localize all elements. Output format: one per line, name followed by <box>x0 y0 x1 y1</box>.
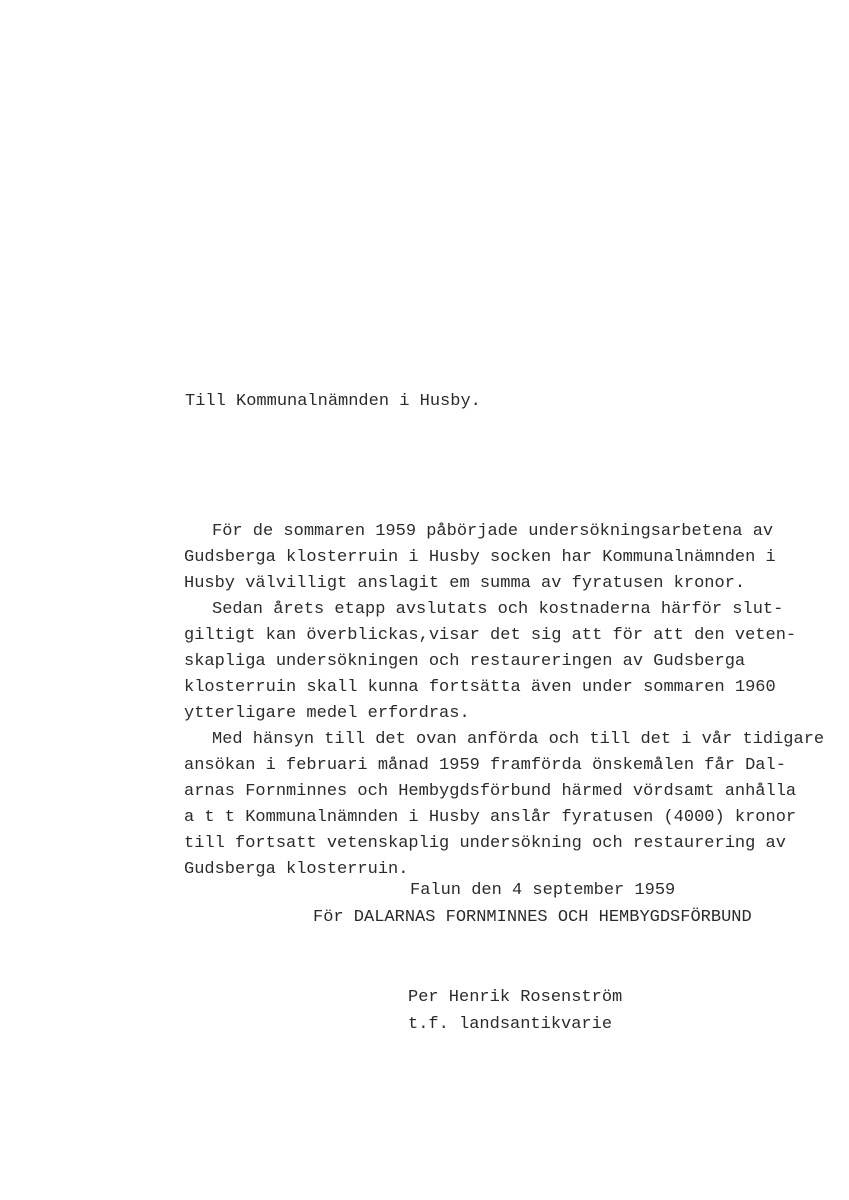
paragraph-3-line-1: Med hänsyn till det ovan anförda och till det i vår tidigare <box>212 730 825 749</box>
paragraph-1-line-1: För de sommaren 1959 påbörjade undersökningsarbetena av <box>212 522 774 541</box>
organization-line: För DALARNAS FORNMINNES OCH HEMBYGDSFÖRBUND <box>313 908 752 927</box>
paragraph-3-line-5: till fortsatt vetenskaplig undersökning och restaurering av <box>184 834 786 853</box>
paragraph-3-line-2: ansökan i februari månad 1959 framförda önskemålen får Dal- <box>184 756 786 775</box>
salutation: Till Kommunalnämnden i Husby. <box>185 392 481 411</box>
paragraph-2-line-1: Sedan årets etapp avslutats och kostnaderna härför slut- <box>212 600 784 619</box>
paragraph-2-line-4: klosterruin skall kunna fortsätta även under sommaren 1960 <box>184 678 776 697</box>
paragraph-3-line-4: a t t Kommunalnämnden i Husby anslår fyratusen (4000) kronor <box>184 808 797 827</box>
place-date: Falun den 4 september 1959 <box>410 881 676 900</box>
paragraph-3-line-6: Gudsberga klosterruin. <box>184 860 409 879</box>
paragraph-2-line-5: ytterligare medel erfordras. <box>184 704 470 723</box>
paragraph-2-line-2: giltigt kan överblickas,visar det sig att för att den veten- <box>184 626 797 645</box>
paragraph-3-line-3: arnas Fornminnes och Hembygdsförbund härmed vördsamt anhålla <box>184 782 797 801</box>
signatory-name: Per Henrik Rosenström <box>408 988 623 1007</box>
paragraph-2-line-3: skapliga undersökningen och restaureringen av Gudsberga <box>184 652 746 671</box>
signatory-title: t.f. landsantikvarie <box>408 1015 613 1034</box>
paragraph-1-line-3: Husby välvilligt anslagit em summa av fyratusen kronor. <box>184 574 746 593</box>
paragraph-1-line-2: Gudsberga klosterruin i Husby socken har Kommunalnämnden i <box>184 548 776 567</box>
